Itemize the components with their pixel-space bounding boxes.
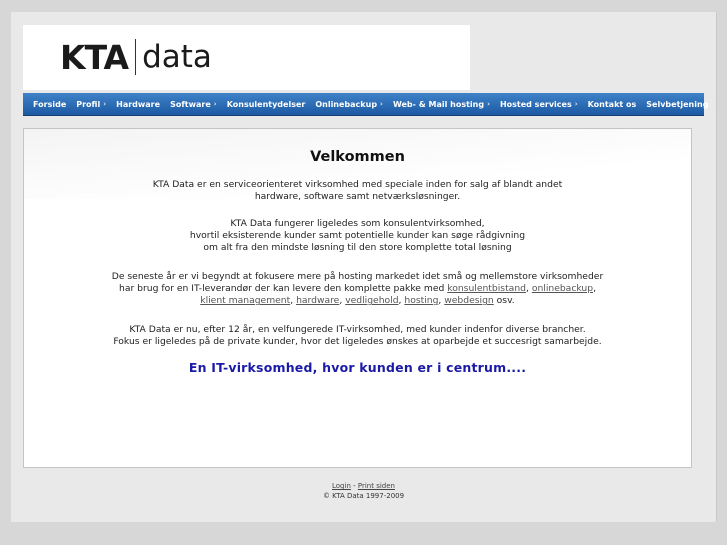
nav-item-hosted-services[interactable] <box>500 100 578 109</box>
link-klient-management[interactable]: klient management <box>200 295 291 307</box>
nav-item-label: Profil <box>76 99 101 109</box>
text-fragment: har brug for en IT-leverandør der kan levere den komplette pakke med <box>119 283 445 295</box>
nav-item-software[interactable] <box>170 100 217 109</box>
footer-links <box>0 481 727 491</box>
nav-item-web-mail-hosting[interactable] <box>393 100 490 109</box>
text-line: Fokus er ligeledes på de private kunder, hvor det ligeledes ønskes at oparbejde et succesrigt samarbejde. <box>113 336 602 348</box>
chevron-right-icon: › <box>487 100 490 108</box>
copyright: © KTA Data 1997-2009 <box>322 492 405 500</box>
login-link[interactable]: Login <box>332 482 351 490</box>
text-line: om alt fra den mindste løsning til den store komplette total løsning <box>203 242 512 254</box>
link-konsulentbistand[interactable]: konsulentbistand <box>447 283 526 295</box>
footer <box>0 481 727 501</box>
nav-item-forside[interactable] <box>33 100 66 109</box>
nav-item-label: Hosted services <box>499 99 572 109</box>
link-hosting[interactable]: hosting <box>404 295 439 307</box>
page-title: Velkommen <box>310 149 405 165</box>
text-line: hvortil eksisterende kunder samt potentielle kunder kan søge rådgivning <box>189 230 526 242</box>
nav-item-label: Kontakt os <box>587 99 637 109</box>
footer-separator: - <box>350 482 358 490</box>
hosting-paragraph <box>24 271 691 307</box>
header <box>23 25 470 90</box>
chevron-right-icon: › <box>103 100 107 108</box>
text-line: KTA Data er en serviceorienteret virksomhed med speciale inden for salg af blandt andet <box>152 179 563 190</box>
link-hardware[interactable]: hardware <box>296 295 340 307</box>
link-webdesign[interactable]: webdesign <box>444 295 494 307</box>
nav-item-label: Konsulentydelser <box>226 99 306 109</box>
nav-item-hardware[interactable] <box>116 100 160 109</box>
nav-item-label: Hardware <box>116 99 161 109</box>
logo-brand: KTA <box>60 37 129 77</box>
nav-item-onlinebackup[interactable] <box>315 100 383 109</box>
chevron-right-icon: › <box>213 100 217 108</box>
nav-item-kontakt-os[interactable] <box>588 100 637 109</box>
text-line: De seneste år er vi begyndt at fokusere mere på hosting markedet idet små og mellemstore virksomheder <box>111 271 604 282</box>
logo-suffix: data <box>142 39 212 75</box>
main-content <box>23 128 692 468</box>
text-fragment: osv. <box>496 295 515 307</box>
nav-item-label: Selvbetjening <box>646 99 709 109</box>
text-line: har brug for en IT-leverandør der kan levere den komplette pakke med konsulentbistand, onlinebackup, <box>119 283 596 295</box>
nav-item-profil[interactable] <box>76 100 106 109</box>
link-vedligehold[interactable]: vedligehold <box>345 295 399 307</box>
nav-item-label: Onlinebackup <box>315 99 378 109</box>
logo[interactable] <box>60 37 212 77</box>
main-navigation <box>23 93 715 116</box>
text-line: klient management, hardware, vedligehold, hosting, webdesign osv. <box>200 295 515 307</box>
slogan: En IT-virksomhed, hvor kunden er i centrum.... <box>188 360 527 375</box>
chevron-right-icon: › <box>574 100 578 108</box>
consulting-paragraph <box>24 218 691 254</box>
chevron-right-icon: › <box>380 100 383 108</box>
print-link[interactable]: Print siden <box>357 482 395 490</box>
nav-item-label: Software <box>170 99 211 109</box>
nav-item-selvbetjening[interactable] <box>646 100 714 109</box>
nav-item-konsulentydelser[interactable] <box>227 100 306 109</box>
text-line: hardware, software samt netværksløsninger. <box>254 191 461 203</box>
intro-paragraph <box>24 179 691 203</box>
chevron-right-icon: › <box>711 100 715 108</box>
link-onlinebackup[interactable]: onlinebackup <box>531 283 594 295</box>
nav-item-label: Forside <box>33 99 67 109</box>
text-line: KTA Data fungerer ligeledes som konsulentvirksomhed, <box>230 218 485 229</box>
logo-divider <box>135 39 136 75</box>
company-paragraph <box>24 324 691 348</box>
nav-item-label: Web- & Mail hosting <box>392 99 485 109</box>
text-line: KTA Data er nu, efter 12 år, en velfungerede IT-virksomhed, med kunder indenfor diverse brancher. <box>129 324 586 335</box>
